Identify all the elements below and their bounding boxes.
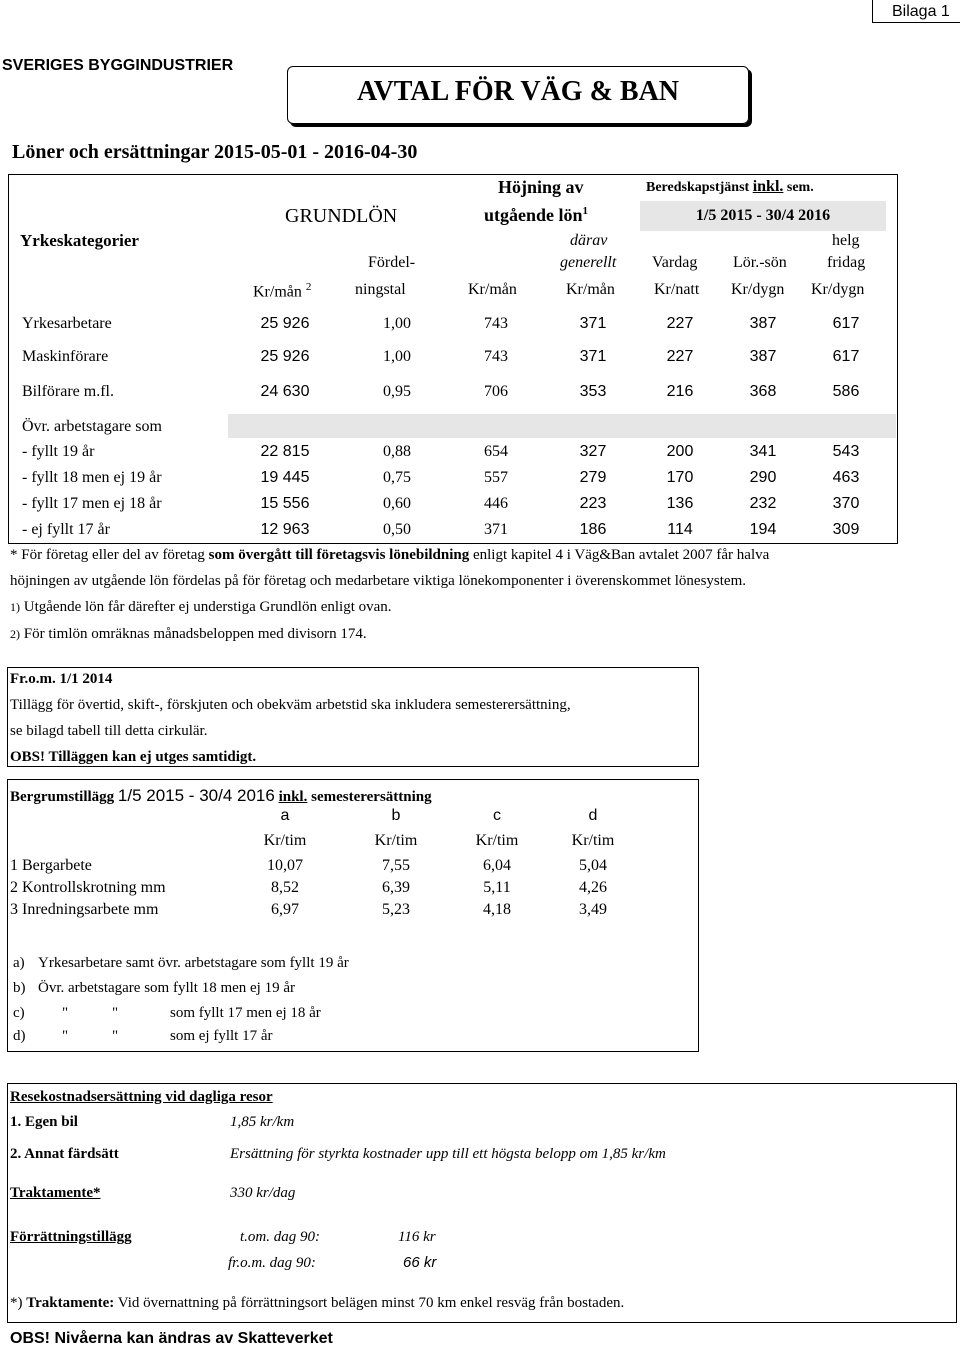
berg-col-letter: c [493, 807, 501, 824]
rese-forr-v2: 66 kr [403, 1254, 437, 1271]
cell-lorson: 387 [749, 315, 777, 332]
rese-annat-label: 2. Annat färdsätt [10, 1146, 119, 1162]
legend-key: b) [13, 980, 26, 996]
cell-vardag: 114 [667, 521, 693, 538]
berg-cell: 7,55 [382, 857, 410, 874]
from-box-title: Fr.o.m. 1/1 2014 [10, 671, 113, 687]
cell-grundlon: 25 926 [260, 315, 310, 332]
final-obs: OBS! Nivåerna kan ändras av Skatteverket [10, 1330, 333, 1347]
note-2: 2) För timlön omräknas månadsbeloppen med divisorn 174. [10, 626, 367, 642]
bilaga-label: Bilaga 1 [892, 3, 950, 20]
unit-helg: Kr/dygn [811, 281, 865, 298]
cell-fordel: 1,00 [383, 348, 411, 365]
berg-cell: 6,97 [271, 901, 299, 918]
cell-grundlon: 24 630 [260, 383, 310, 400]
header-lorson: Lör.-sön [733, 254, 787, 271]
unit-grundlon: Kr/mån $^2$ [253, 281, 312, 301]
rese-egen-value: 1,85 kr/km [230, 1114, 295, 1130]
rese-egen-label: 1. Egen bil [10, 1114, 78, 1130]
legend-key: a) [13, 955, 25, 971]
cell-vardag: 227 [666, 348, 694, 365]
berg-cell: 8,52 [271, 879, 299, 896]
legend-text: som ej fyllt 17 år [170, 1028, 273, 1044]
header-beredskap: Beredskapstjänst inkl. sem. [646, 178, 814, 195]
note-star: * För företag eller del av företag som övergått till företagsvis lönebildning enligt kapitel 4 i Väg&Ban avtalet 2007 får halva [10, 547, 770, 563]
berg-cell: 10,07 [267, 857, 303, 874]
rese-title: Resekostnadsersättning vid dagliga resor [10, 1089, 273, 1105]
rese-trakt-label: Traktamente* [10, 1185, 101, 1201]
row-label: - ej fyllt 17 år [22, 521, 110, 538]
header-grundlon: GRUNDLÖN [285, 205, 398, 227]
from-box-line2: se bilagd tabell till detta cirkulär. [10, 723, 208, 739]
berg-cell: 3,49 [579, 901, 607, 918]
unit-lorson: Kr/dygn [731, 281, 785, 298]
rese-forr-t1: t.om. dag 90: [240, 1229, 320, 1245]
legend-ditto: " [112, 1028, 119, 1044]
from-box-obs: OBS! Tilläggen kan ej utges samtidigt. [10, 749, 257, 765]
berg-title: Bergrumstillägg 1/5 2015 - 30/4 2016 inkl. semesterersättning [10, 786, 432, 805]
legend-text: som fyllt 17 men ej 18 år [170, 1005, 321, 1021]
berg-cell: 4,26 [579, 879, 607, 896]
cell-lorson: 232 [749, 495, 777, 512]
berg-col-unit: Kr/tim [263, 832, 307, 849]
berg-cell: 6,39 [382, 879, 410, 896]
header-beredskap-period: 1/5 2015 - 30/4 2016 [695, 207, 831, 224]
berg-cell: 4,18 [483, 901, 511, 918]
cell-grundlon: 22 815 [260, 443, 310, 460]
row-label: Maskinförare [22, 348, 109, 365]
unit-hojning: Kr/mån [468, 281, 517, 298]
legend-key: c) [13, 1005, 25, 1021]
cell-helg: 309 [832, 521, 860, 538]
note-1: 1) Utgående lön får därefter ej understiga Grundlön enligt ovan. [10, 599, 392, 615]
cell-fordel: 0,95 [383, 383, 411, 400]
rese-forr-v1: 116 kr [398, 1229, 436, 1245]
agreement-title: AVTAL FÖR VÄG & BAN [356, 76, 680, 107]
org-name: SVERIGES BYGGINDUSTRIER [2, 57, 234, 74]
cell-hojning: 743 [484, 348, 508, 365]
cell-helg: 543 [832, 443, 860, 460]
cell-helg: 617 [832, 315, 860, 332]
berg-row-label: 1 Bergarbete [10, 857, 92, 874]
row-label: Yrkesarbetare [22, 315, 112, 332]
cell-vardag: 136 [666, 495, 694, 512]
cell-hojning: 654 [484, 443, 508, 460]
cell-generellt: 327 [579, 443, 607, 460]
header-helg: helg [832, 232, 860, 249]
legend-ditto: " [62, 1005, 69, 1021]
cell-fordel: 0,88 [383, 443, 411, 460]
header-darav: därav [570, 232, 608, 249]
cell-hojning: 743 [484, 315, 508, 332]
period-title: Löner och ersättningar 2015-05-01 - 2016-04-30 [12, 141, 418, 163]
from-box-line1: Tillägg för övertid, skift-, förskjuten och obekväm arbetstid ska inkludera semesterersättning, [10, 697, 571, 713]
cell-generellt: 353 [579, 383, 607, 400]
header-hojning-2: utgående lön$^1$ [484, 205, 589, 225]
legend-text: Övr. arbetstagare som fyllt 18 men ej 19 år [38, 980, 296, 996]
cell-lorson: 290 [749, 469, 777, 486]
berg-cell: 5,04 [579, 857, 607, 874]
cell-vardag: 227 [666, 315, 694, 332]
berg-col-letter: b [391, 807, 401, 824]
header-generellt: generellt [560, 254, 617, 271]
cell-vardag: 200 [666, 443, 694, 460]
cell-lorson: 341 [749, 443, 777, 460]
cell-grundlon: 25 926 [260, 348, 310, 365]
cell-generellt: 371 [579, 348, 607, 365]
cell-grundlon: 19 445 [260, 469, 310, 486]
header-fridag: fridag [827, 254, 866, 271]
berg-cell: 6,04 [483, 857, 511, 874]
legend-ditto: " [62, 1028, 69, 1044]
berg-row-label: 3 Inredningsarbete mm [10, 901, 159, 918]
berg-col-unit: Kr/tim [571, 832, 615, 849]
cell-fordel: 0,60 [383, 495, 411, 512]
cell-generellt: 186 [579, 521, 607, 538]
berg-cell: 5,11 [483, 879, 511, 896]
ovr-row-shade [228, 414, 896, 438]
cell-hojning: 706 [484, 383, 508, 400]
legend-key: d) [13, 1028, 26, 1044]
cell-generellt: 371 [579, 315, 607, 332]
berg-cell: 5,23 [382, 901, 410, 918]
rese-trakt-value: 330 kr/dag [230, 1185, 296, 1201]
cell-vardag: 216 [666, 383, 694, 400]
cell-fordel: 0,50 [383, 521, 411, 538]
cell-lorson: 368 [749, 383, 777, 400]
berg-row-label: 2 Kontrollskrotning mm [10, 879, 166, 896]
legend-ditto: " [112, 1005, 119, 1021]
cell-hojning: 557 [484, 469, 508, 486]
rese-forr-label: Förrättningstillägg [10, 1229, 132, 1245]
cell-generellt: 279 [579, 469, 607, 486]
ovr-heading: Övr. arbetstagare som [22, 418, 162, 435]
header-vardag: Vardag [652, 254, 698, 271]
cell-helg: 617 [832, 348, 860, 365]
berg-col-unit: Kr/tim [374, 832, 418, 849]
unit-vardag: Kr/natt [654, 281, 700, 298]
cell-fordel: 1,00 [383, 315, 411, 332]
rese-forr-t2: fr.o.m. dag 90: [228, 1255, 316, 1271]
cell-hojning: 446 [484, 495, 508, 512]
berg-col-letter: d [588, 807, 598, 824]
header-hojning-1: Höjning av [498, 177, 584, 197]
cell-fordel: 0,75 [383, 469, 411, 486]
berg-col-letter: a [280, 807, 290, 824]
cell-generellt: 223 [579, 495, 607, 512]
note-star-line2: höjningen av utgående lön fördelas på för företag och medarbetare viktiga lönekomponenter i överenskommet lönesystem. [10, 573, 747, 589]
rese-footnote: *) Traktamente: Vid övernattning på förrättningsort belägen minst 70 km enkel resväg från bostaden. [10, 1295, 625, 1311]
cell-helg: 370 [832, 495, 860, 512]
header-yrkeskategorier: Yrkeskategorier [20, 231, 139, 250]
cell-vardag: 170 [666, 469, 694, 486]
unit-generellt: Kr/mån [566, 281, 615, 298]
row-label: - fyllt 19 år [22, 443, 95, 460]
berg-col-unit: Kr/tim [475, 832, 519, 849]
rese-box [7, 1083, 957, 1323]
cell-grundlon: 12 963 [260, 521, 310, 538]
cell-lorson: 387 [749, 348, 777, 365]
header-fordel: Fördel- [368, 254, 416, 271]
rese-annat-value: Ersättning för styrkta kostnader upp till ett högsta belopp om 1,85 kr/km [230, 1146, 666, 1162]
row-label: Bilförare m.fl. [22, 383, 114, 400]
cell-hojning: 371 [484, 521, 508, 538]
row-label: - fyllt 18 men ej 19 år [22, 469, 162, 486]
cell-helg: 586 [832, 383, 860, 400]
cell-helg: 463 [832, 469, 860, 486]
row-label: - fyllt 17 men ej 18 år [22, 495, 162, 512]
cell-grundlon: 15 556 [260, 495, 310, 512]
header-ningstal: ningstal [355, 281, 406, 298]
legend-text: Yrkesarbetare samt övr. arbetstagare som fyllt 19 år [38, 955, 349, 971]
cell-lorson: 194 [749, 521, 777, 538]
